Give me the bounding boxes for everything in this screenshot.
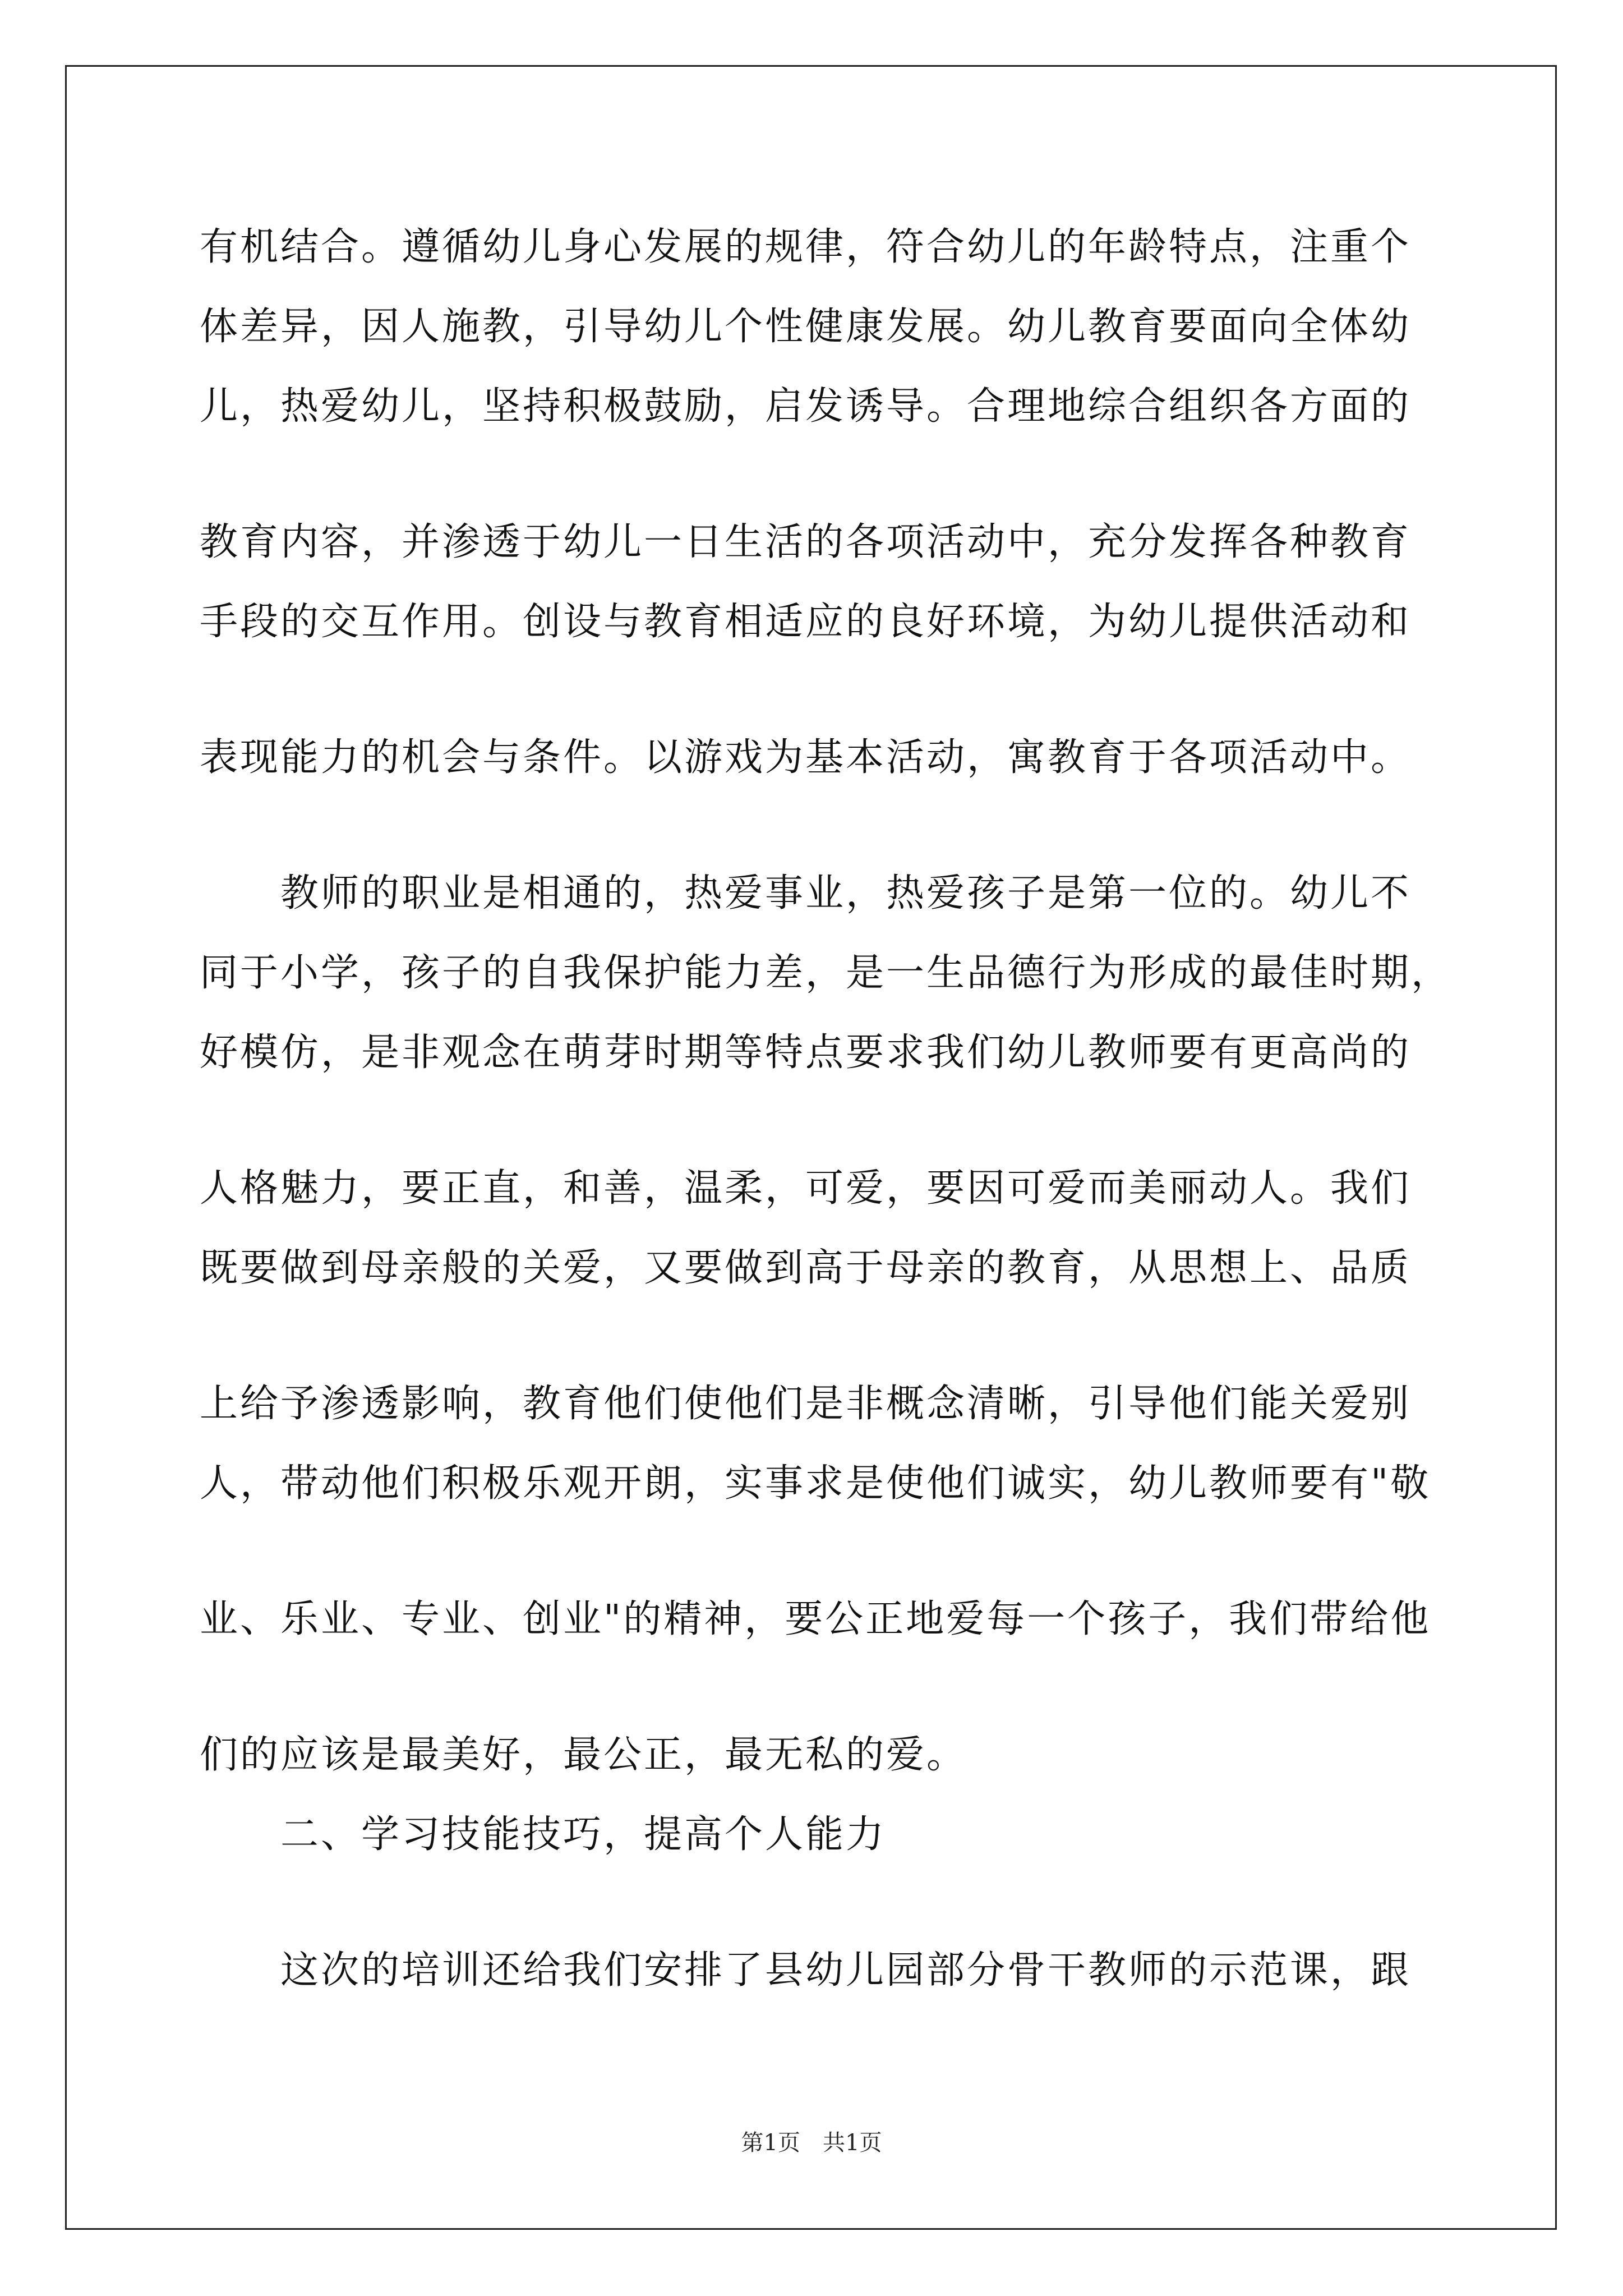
text-line: 人，带动他们积极乐观开朗，实事求是使他们诚实，幼儿教师要有"敬: [200, 1461, 1431, 1506]
page-number-footer: 第1页 共1页: [741, 2130, 882, 2156]
text-line: 既要做到母亲般的关爱，又要做到高于母亲的教育，从思想上、品质: [200, 1246, 1412, 1290]
text-line: 教育内容，并渗透于幼儿一日生活的各项活动中，充分发挥各种教育: [200, 520, 1412, 564]
text-line: 手段的交互作用。创设与教育相适应的良好环境，为幼儿提供活动和: [200, 600, 1412, 644]
text-line: 有机结合。遵循幼儿身心发展的规律，符合幼儿的年龄特点，注重个: [200, 225, 1412, 269]
text-line: 表现能力的机会与条件。以游戏为基本活动，寓教育于各项活动中。: [200, 735, 1412, 780]
text-line: 业、乐业、专业、创业"的精神，要公正地爱每一个孩子，我们带给他: [200, 1597, 1431, 1641]
text-line: 好模仿，是非观念在萌芽时期等特点要求我们幼儿教师要有更高尚的: [200, 1030, 1412, 1075]
paragraph-first-line: 这次的培训还给我们安排了县幼儿园部分骨干教师的示范课，跟: [280, 1948, 1412, 1993]
text-line: 们的应该是最美好，最公正，最无私的爱。: [200, 1733, 967, 1777]
text-line: 同于小学，孩子的自我保护能力差，是一生品德行为形成的最佳时期，: [200, 951, 1452, 995]
text-line: 上给予渗透影响，教育他们使他们是非概念清晰，引导他们能关爱别: [200, 1382, 1412, 1426]
section-heading: 二、学习技能技巧，提高个人能力: [280, 1812, 887, 1857]
text-line: 人格魅力，要正直，和善，温柔，可爱，要因可爱而美丽动人。我们: [200, 1166, 1412, 1211]
text-line: 儿，热爱幼儿，坚持积极鼓励，启发诱导。合理地综合组织各方面的: [200, 384, 1412, 429]
text-line: 体差异，因人施教，引导幼儿个性健康发展。幼儿教育要面向全体幼: [200, 305, 1412, 349]
paragraph-first-line: 教师的职业是相通的，热爱事业，热爱孩子是第一位的。幼儿不: [280, 871, 1412, 915]
